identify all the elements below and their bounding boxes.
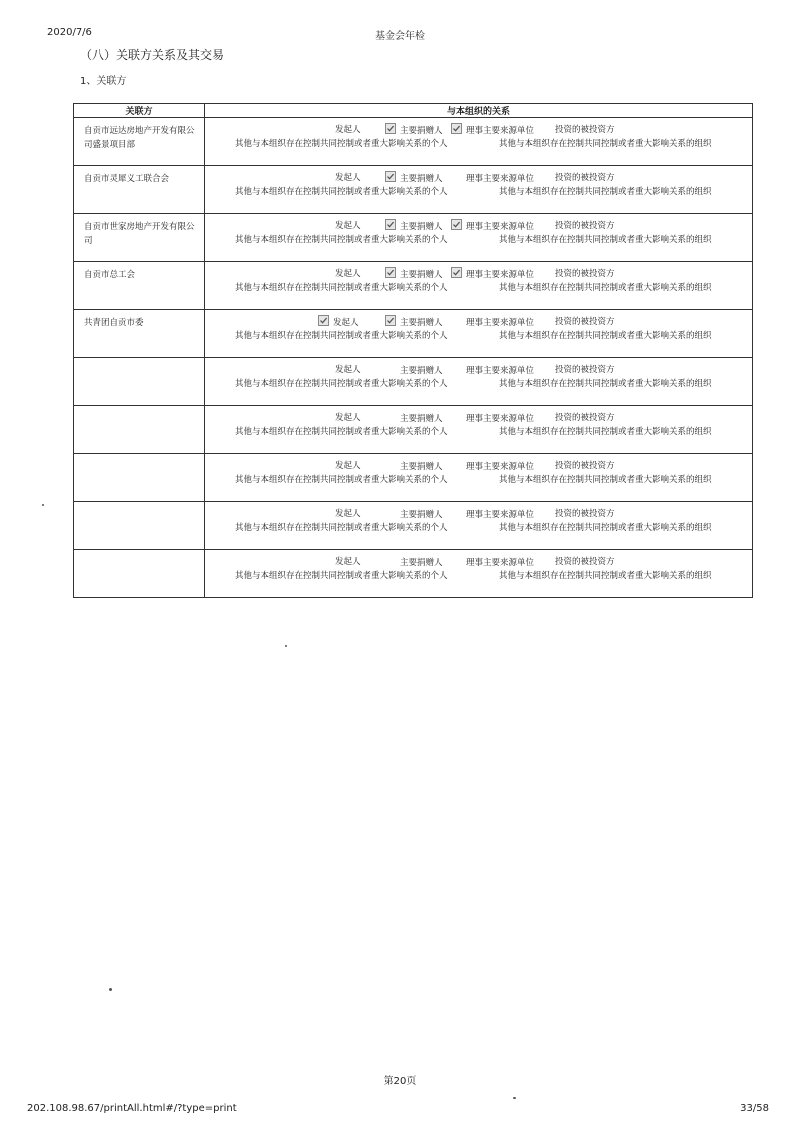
checked-checkbox[interactable] xyxy=(318,315,329,326)
option-label: 其他与本组织存在控制共同控制或者重大影响关系的个人 xyxy=(235,187,448,197)
option-label: 投资的被投资方 xyxy=(555,461,615,471)
option-label: 投资的被投资方 xyxy=(555,125,615,135)
checked-checkbox[interactable] xyxy=(385,315,396,326)
scan-speck xyxy=(285,645,287,647)
option-label: 主要捐赠人 xyxy=(400,414,443,424)
option-founder xyxy=(335,411,361,423)
checkbox[interactable] xyxy=(451,171,462,182)
table-row xyxy=(74,166,753,214)
checked-checkbox[interactable] xyxy=(385,219,396,230)
col-header-party: 关联方 xyxy=(74,104,205,118)
option-investee xyxy=(555,315,615,327)
option-fund-source xyxy=(451,459,534,472)
option-related-org xyxy=(499,233,712,245)
option-label: 理事主要来源单位 xyxy=(466,510,535,520)
page-number: 第20页 xyxy=(383,1076,417,1087)
table-row xyxy=(74,502,753,550)
option-label: 发起人 xyxy=(335,365,361,375)
checkbox[interactable] xyxy=(451,363,462,374)
party-name xyxy=(74,358,205,406)
option-related-person xyxy=(235,521,448,533)
checked-checkbox[interactable] xyxy=(385,171,396,182)
col-header-relation: 与本组织的关系 xyxy=(205,104,753,118)
option-label: 其他与本组织存在控制共同控制或者重大影响关系的个人 xyxy=(235,427,448,437)
option-label: 主要捐赠人 xyxy=(400,558,443,568)
option-fund-source xyxy=(451,267,534,280)
page-count: 33/58 xyxy=(740,1103,769,1114)
option-fund-source xyxy=(451,555,534,568)
option-label: 投资的被投资方 xyxy=(555,509,615,519)
option-label: 理事主要来源单位 xyxy=(466,222,535,232)
option-label: 投资的被投资方 xyxy=(555,269,615,279)
option-investee xyxy=(555,507,615,519)
option-investee xyxy=(555,363,615,375)
option-fund-source xyxy=(451,315,534,328)
option-label: 其他与本组织存在控制共同控制或者重大影响关系的个人 xyxy=(235,523,448,533)
option-label: 理事主要来源单位 xyxy=(466,414,535,424)
relation-options xyxy=(205,502,753,550)
option-label: 主要捐赠人 xyxy=(400,222,443,232)
option-related-org xyxy=(499,569,712,581)
option-label: 其他与本组织存在控制共同控制或者重大影响关系的组织 xyxy=(499,283,712,293)
option-label: 理事主要来源单位 xyxy=(466,558,535,568)
option-label: 投资的被投资方 xyxy=(555,557,615,567)
print-date: 2020/7/6 xyxy=(47,27,92,38)
option-founder xyxy=(335,219,361,231)
option-label: 其他与本组织存在控制共同控制或者重大影响关系的组织 xyxy=(499,139,712,149)
option-founder xyxy=(335,267,361,279)
scan-speck xyxy=(42,504,44,506)
party-name: 自贡市世家房地产开发有限公司 xyxy=(74,214,205,262)
checkbox[interactable] xyxy=(385,555,396,566)
option-related-org xyxy=(499,329,712,341)
option-founder xyxy=(335,555,361,567)
option-label: 其他与本组织存在控制共同控制或者重大影响关系的组织 xyxy=(499,379,712,389)
checked-checkbox[interactable] xyxy=(385,123,396,134)
option-investee xyxy=(555,219,615,231)
option-founder xyxy=(335,171,361,183)
option-label: 投资的被投资方 xyxy=(555,317,615,327)
option-label: 发起人 xyxy=(333,318,359,328)
checkbox[interactable] xyxy=(451,459,462,470)
option-major-donor xyxy=(385,363,443,376)
option-related-person xyxy=(235,281,448,293)
table-row xyxy=(74,262,753,310)
relation-options xyxy=(205,550,753,598)
option-label: 主要捐赠人 xyxy=(400,462,443,472)
option-related-person xyxy=(235,569,448,581)
table-row xyxy=(74,358,753,406)
option-label: 理事主要来源单位 xyxy=(466,318,535,328)
subsection-heading: 1、关联方 xyxy=(80,76,127,87)
option-label: 其他与本组织存在控制共同控制或者重大影响关系的组织 xyxy=(499,187,712,197)
option-label: 其他与本组织存在控制共同控制或者重大影响关系的个人 xyxy=(235,571,448,581)
related-party-table xyxy=(73,103,753,598)
option-label: 发起人 xyxy=(335,461,361,471)
party-name: 自贡市总工会 xyxy=(74,262,205,310)
table-row xyxy=(74,310,753,358)
option-fund-source xyxy=(451,363,534,376)
party-name xyxy=(74,454,205,502)
option-related-org xyxy=(499,281,712,293)
checkbox[interactable] xyxy=(385,363,396,374)
checkbox[interactable] xyxy=(385,411,396,422)
section-heading: （八）关联方关系及其交易 xyxy=(80,48,225,62)
option-label: 其他与本组织存在控制共同控制或者重大影响关系的个人 xyxy=(235,283,448,293)
option-related-person xyxy=(235,425,448,437)
option-major-donor xyxy=(385,267,443,280)
option-label: 其他与本组织存在控制共同控制或者重大影响关系的组织 xyxy=(499,523,712,533)
option-related-org xyxy=(499,377,712,389)
checked-checkbox[interactable] xyxy=(385,267,396,278)
option-related-person xyxy=(235,137,448,149)
checkbox[interactable] xyxy=(451,555,462,566)
option-major-donor xyxy=(385,411,443,424)
option-label: 发起人 xyxy=(335,269,361,279)
option-major-donor xyxy=(385,315,443,328)
option-label: 主要捐赠人 xyxy=(400,126,443,136)
option-label: 其他与本组织存在控制共同控制或者重大影响关系的组织 xyxy=(499,571,712,581)
option-label: 发起人 xyxy=(335,221,361,231)
checkbox[interactable] xyxy=(451,315,462,326)
option-label: 其他与本组织存在控制共同控制或者重大影响关系的个人 xyxy=(235,235,448,245)
option-investee xyxy=(555,411,615,423)
option-founder xyxy=(318,315,359,328)
option-label: 其他与本组织存在控制共同控制或者重大影响关系的个人 xyxy=(235,475,448,485)
option-label: 其他与本组织存在控制共同控制或者重大影响关系的组织 xyxy=(499,331,712,341)
option-label: 投资的被投资方 xyxy=(555,173,615,183)
option-related-person xyxy=(235,377,448,389)
option-label: 其他与本组织存在控制共同控制或者重大影响关系的个人 xyxy=(235,379,448,389)
option-investee xyxy=(555,171,615,183)
option-investee xyxy=(555,123,615,135)
table-row xyxy=(74,454,753,502)
option-investee xyxy=(555,267,615,279)
option-related-org xyxy=(499,137,712,149)
option-major-donor xyxy=(385,459,443,472)
party-name xyxy=(74,502,205,550)
option-founder xyxy=(335,123,361,135)
option-label: 发起人 xyxy=(335,509,361,519)
party-name xyxy=(74,550,205,598)
relation-options xyxy=(205,214,753,262)
option-label: 理事主要来源单位 xyxy=(466,366,535,376)
option-major-donor xyxy=(385,171,443,184)
option-label: 其他与本组织存在控制共同控制或者重大影响关系的组织 xyxy=(499,235,712,245)
option-label: 其他与本组织存在控制共同控制或者重大影响关系的组织 xyxy=(499,475,712,485)
option-label: 主要捐赠人 xyxy=(400,270,443,280)
option-fund-source xyxy=(451,507,534,520)
checked-checkbox[interactable] xyxy=(451,123,462,134)
relation-options xyxy=(205,262,753,310)
option-founder xyxy=(335,459,361,471)
option-label: 其他与本组织存在控制共同控制或者重大影响关系的组织 xyxy=(499,427,712,437)
party-name: 共青团自贡市委 xyxy=(74,310,205,358)
table-row xyxy=(74,550,753,598)
option-label: 发起人 xyxy=(335,557,361,567)
option-related-person xyxy=(235,185,448,197)
relation-options xyxy=(205,406,753,454)
relation-options xyxy=(205,454,753,502)
table-row xyxy=(74,118,753,166)
option-label: 主要捐赠人 xyxy=(400,366,443,376)
option-related-person xyxy=(235,329,448,341)
option-fund-source xyxy=(451,123,534,136)
scan-speck xyxy=(513,1097,516,1099)
option-major-donor xyxy=(385,123,443,136)
checkbox[interactable] xyxy=(451,411,462,422)
option-label: 理事主要来源单位 xyxy=(466,462,535,472)
option-label: 理事主要来源单位 xyxy=(466,174,535,184)
document-title: 基金会年检 xyxy=(375,31,425,42)
option-label: 发起人 xyxy=(335,173,361,183)
checked-checkbox[interactable] xyxy=(451,219,462,230)
option-fund-source xyxy=(451,171,534,184)
table-row xyxy=(74,214,753,262)
relation-options xyxy=(205,358,753,406)
option-related-org xyxy=(499,473,712,485)
checkbox[interactable] xyxy=(385,507,396,518)
option-related-org xyxy=(499,425,712,437)
option-label: 投资的被投资方 xyxy=(555,413,615,423)
table-row xyxy=(74,406,753,454)
checkbox[interactable] xyxy=(451,507,462,518)
print-url: 202.108.98.67/printAll.html#/?type=print xyxy=(27,1103,237,1114)
option-label: 主要捐赠人 xyxy=(400,510,443,520)
option-related-org xyxy=(499,185,712,197)
scan-speck xyxy=(109,988,112,991)
checked-checkbox[interactable] xyxy=(451,267,462,278)
table-body xyxy=(74,118,753,598)
option-label: 理事主要来源单位 xyxy=(466,126,535,136)
option-label: 理事主要来源单位 xyxy=(466,270,535,280)
option-investee xyxy=(555,555,615,567)
option-label: 投资的被投资方 xyxy=(555,221,615,231)
option-related-person xyxy=(235,473,448,485)
option-founder xyxy=(335,507,361,519)
option-label: 其他与本组织存在控制共同控制或者重大影响关系的个人 xyxy=(235,331,448,341)
option-major-donor xyxy=(385,219,443,232)
option-investee xyxy=(555,459,615,471)
option-label: 其他与本组织存在控制共同控制或者重大影响关系的个人 xyxy=(235,139,448,149)
relation-options xyxy=(205,118,753,166)
option-major-donor xyxy=(385,555,443,568)
table-header-row xyxy=(74,104,753,118)
option-fund-source xyxy=(451,411,534,424)
option-major-donor xyxy=(385,507,443,520)
option-label: 发起人 xyxy=(335,125,361,135)
option-related-org xyxy=(499,521,712,533)
party-name: 自贡市灵犀义工联合会 xyxy=(74,166,205,214)
option-label: 发起人 xyxy=(335,413,361,423)
option-label: 投资的被投资方 xyxy=(555,365,615,375)
option-related-person xyxy=(235,233,448,245)
option-fund-source xyxy=(451,219,534,232)
checkbox[interactable] xyxy=(385,459,396,470)
option-label: 主要捐赠人 xyxy=(400,318,443,328)
party-name xyxy=(74,406,205,454)
option-founder xyxy=(335,363,361,375)
option-label: 主要捐赠人 xyxy=(400,174,443,184)
relation-options xyxy=(205,166,753,214)
relation-options xyxy=(205,310,753,358)
party-name: 自贡市远达房地产开发有限公司盛景项目部 xyxy=(74,118,205,166)
